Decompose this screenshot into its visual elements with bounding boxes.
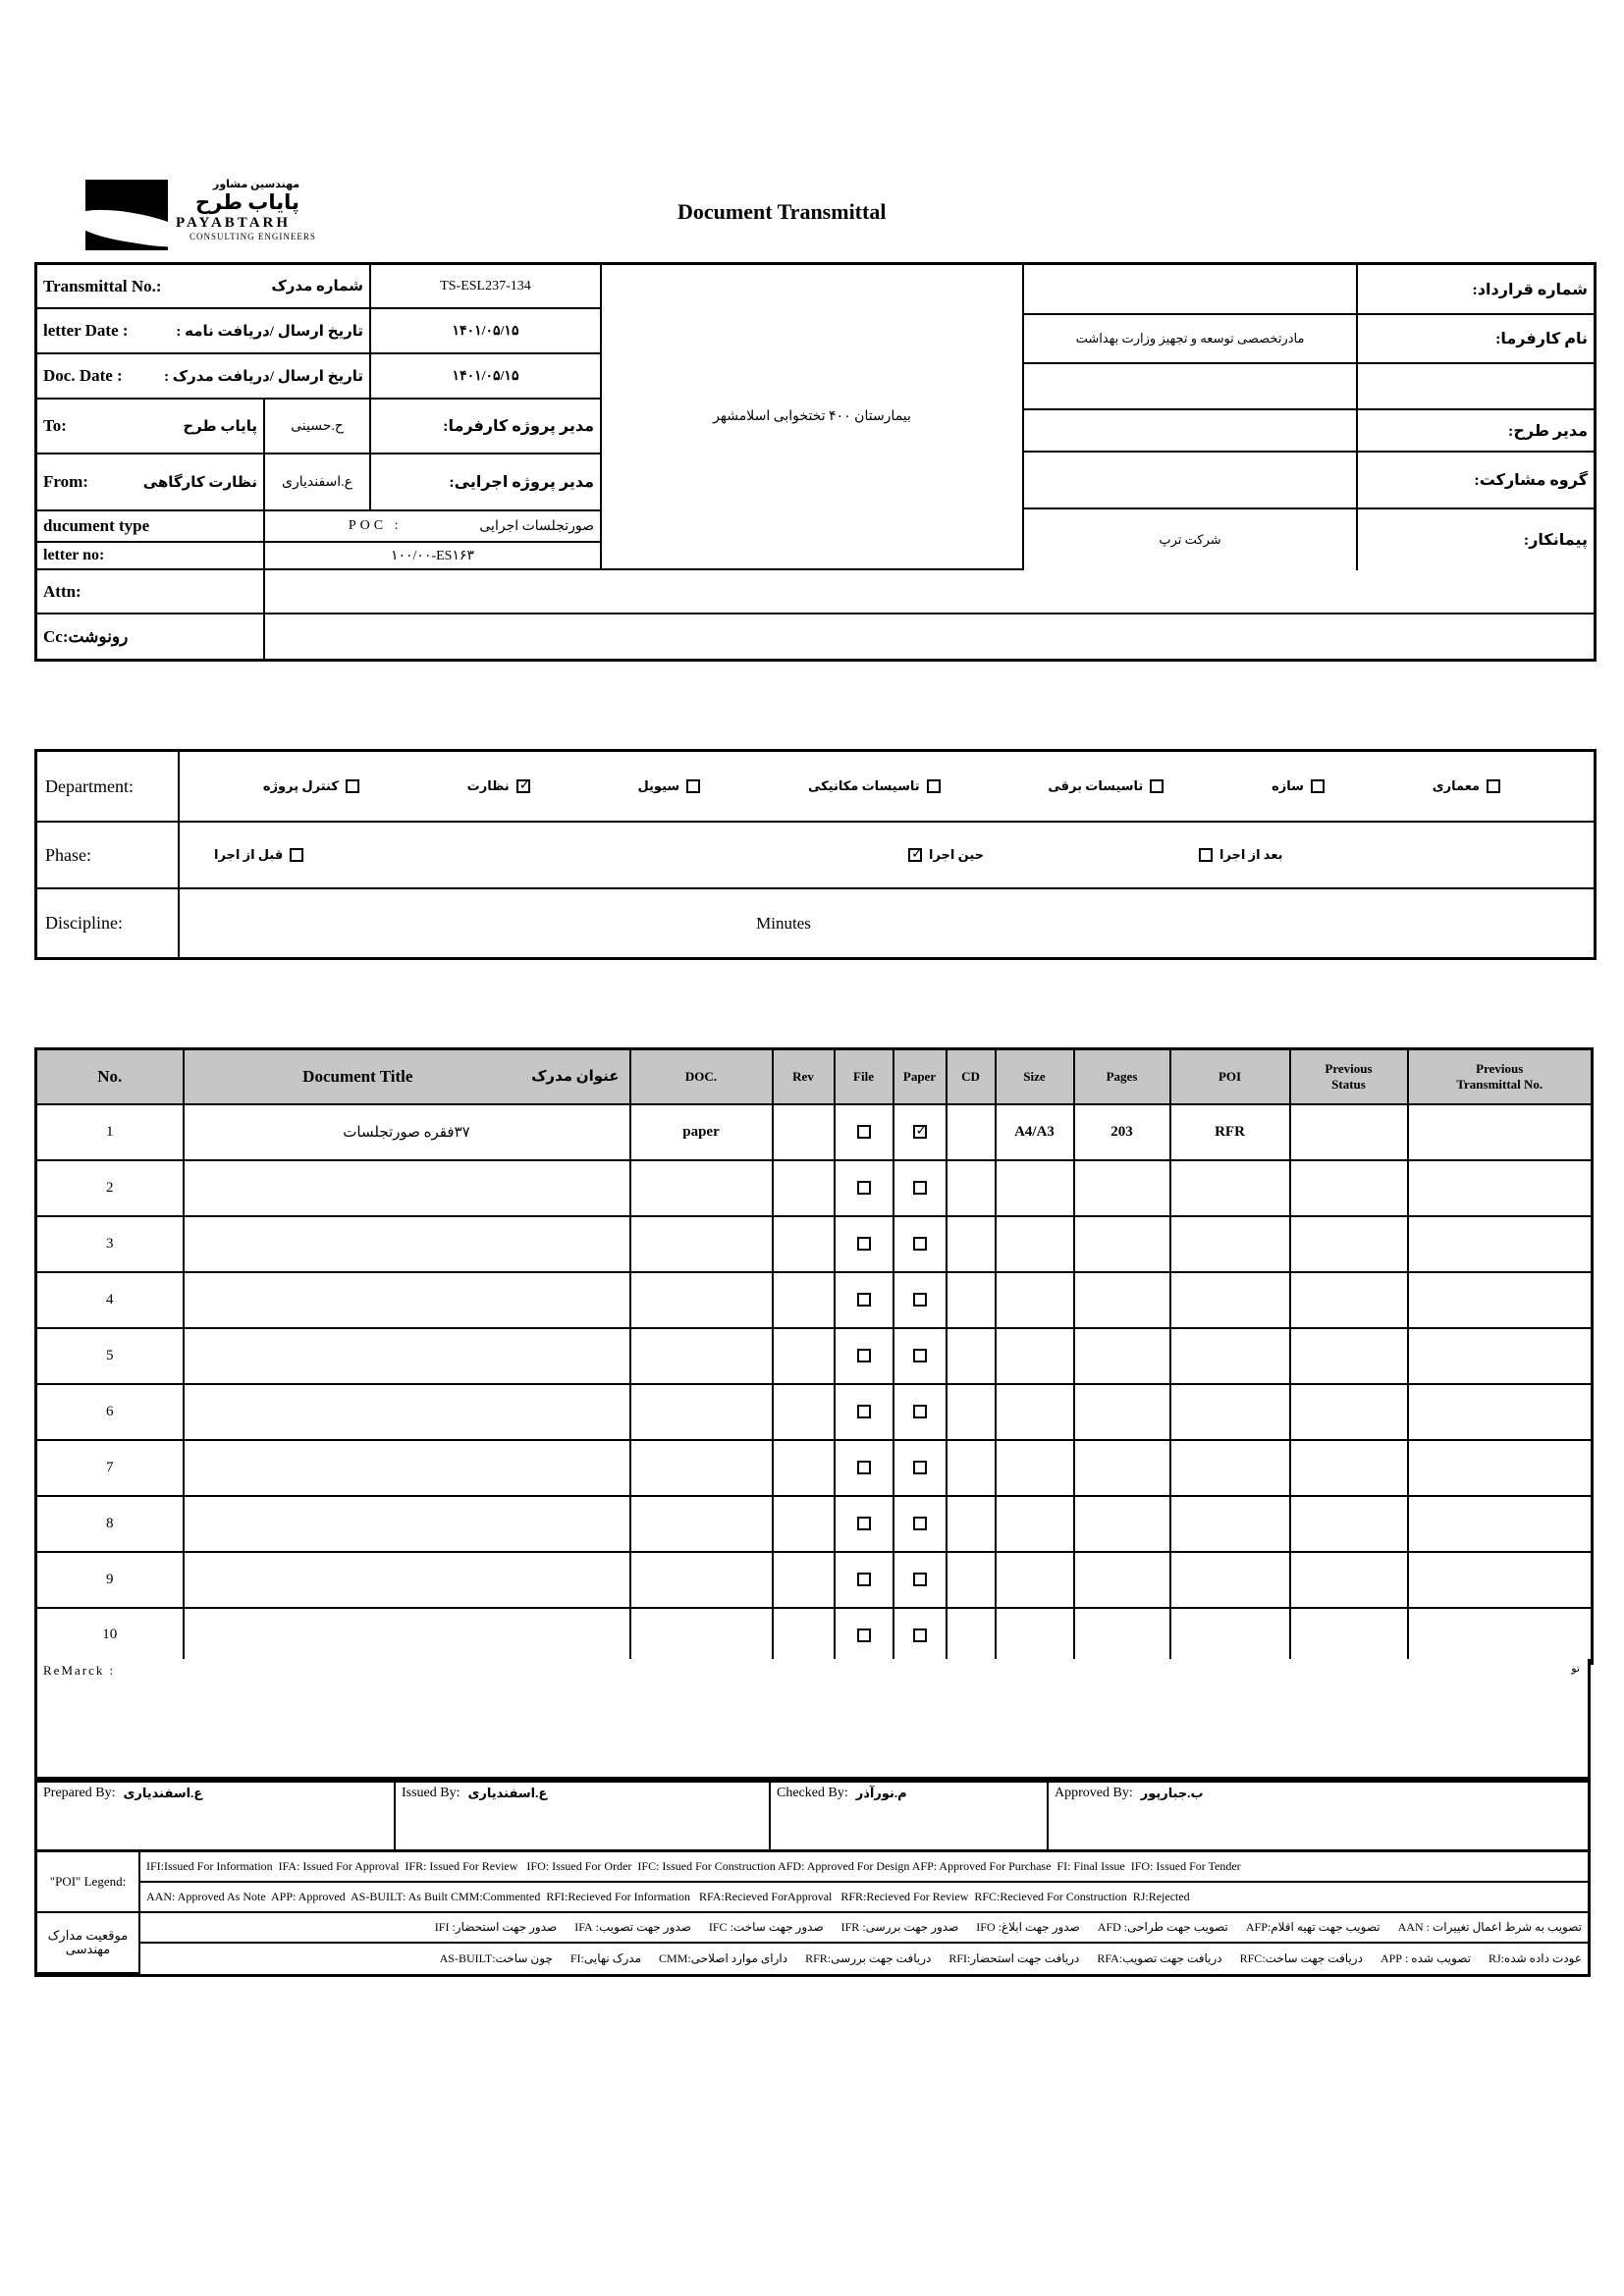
prepared-by-value: ع.اسفندیاری: [123, 1786, 203, 1800]
consortium-label: گروه مشارکت:: [1358, 453, 1594, 509]
dept-checkbox-civil[interactable]: [686, 779, 700, 793]
file-checkbox[interactable]: [857, 1573, 871, 1586]
doc-date-label: Doc. Date : تاریخ ارسال /دریافت مدرک :: [37, 354, 371, 400]
dept-option-supervision: نظارت ✓: [467, 778, 530, 794]
table-row: 5: [36, 1328, 1593, 1384]
contract-no-value: [1024, 265, 1358, 315]
col-rev: Rev: [773, 1049, 835, 1104]
design-manager-value: [1024, 410, 1358, 453]
prepared-by-cell: [37, 1783, 396, 1849]
cc-value: [265, 614, 1594, 659]
documents-table: [34, 1047, 1594, 1665]
table-row: 4: [36, 1272, 1593, 1328]
blank-row-label: [1358, 364, 1594, 410]
paper-checkbox[interactable]: [913, 1573, 927, 1586]
table-row: 7: [36, 1440, 1593, 1496]
col-poi: POI: [1170, 1049, 1290, 1104]
approved-by-label: Approved By:: [1055, 1786, 1133, 1800]
dept-checkbox-electrical[interactable]: [1150, 779, 1164, 793]
discipline-label: Discipline:: [37, 889, 180, 957]
department-options: [180, 752, 1594, 823]
from-person: ع.اسفندیاری: [265, 454, 371, 511]
dept-option-architecture: معماری: [1433, 778, 1500, 794]
col-paper: Paper: [893, 1049, 947, 1104]
issued-by-value: ع.اسفندیاری: [467, 1786, 548, 1800]
logo-fa-tagline: مهندسین مشاور: [213, 179, 300, 190]
transmittal-no-value: TS-ESL237-134: [371, 265, 602, 309]
col-prev-status: Previous Status: [1290, 1049, 1408, 1104]
phase-options: [180, 823, 1594, 889]
table-row: 9: [36, 1552, 1593, 1608]
file-checkbox[interactable]: [857, 1293, 871, 1307]
document-type-label: ducument type: [37, 511, 265, 543]
checked-by-cell: [771, 1783, 1049, 1849]
design-manager-label: مدیر طرح:: [1358, 410, 1594, 453]
dept-checkbox-supervision[interactable]: [516, 779, 530, 793]
dept-checkbox-project-control[interactable]: [346, 779, 359, 793]
attn-label: Attn:: [37, 570, 265, 614]
logo-en-name: PAYABTARH: [176, 214, 292, 231]
col-cd: CD: [947, 1049, 996, 1104]
paper-checkbox[interactable]: [913, 1237, 927, 1251]
dept-option-project-control: کنترل پروژه: [263, 778, 359, 794]
paper-checkbox[interactable]: [913, 1461, 927, 1474]
table-header-row: [36, 1049, 1593, 1104]
attn-value: [265, 570, 1594, 614]
table-row: 10: [36, 1608, 1593, 1664]
paper-checkbox[interactable]: [913, 1629, 927, 1642]
phase-option-after: بعد از اجرا: [1199, 847, 1283, 863]
letter-no-value: ۱۰۰/۰۰-ES۱۶۳: [265, 543, 602, 570]
issued-by-label: Issued By:: [402, 1786, 460, 1800]
poi-legend-fa-line1: تصویب به شرط اعمال تغییرات : AAN تصویب جهت تهیه اقلام:AFP تصویب جهت طراحی: AFD صدور جهت ابلاغ: IFO صدور جهت بررسی: IFR صدور جهت ساخت: IFC صدور جهت تصویب: IFA صدور جهت استحضار: IFI: [140, 1913, 1588, 1944]
paper-checkbox[interactable]: [913, 1181, 927, 1195]
dept-option-electrical: تاسیسات برقی: [1048, 778, 1164, 794]
file-checkbox[interactable]: [857, 1237, 871, 1251]
company-logo: [85, 180, 316, 250]
phase-checkbox-during[interactable]: [908, 848, 922, 862]
file-checkbox[interactable]: [857, 1461, 871, 1474]
table-row: 8: [36, 1496, 1593, 1552]
project-name: بیمارستان ۴۰۰ تختخوابی اسلامشهر: [602, 265, 1024, 570]
table-row: 2: [36, 1160, 1593, 1216]
discipline-value-cell: [180, 889, 1594, 957]
header-right-block: [1024, 265, 1594, 570]
file-checkbox[interactable]: [857, 1629, 871, 1642]
to-role-label: مدیر پروژه کارفرما:: [371, 400, 602, 454]
table-row: 1 ۳۷فقره صورتجلسات paper ✓ A4/A3 203 RFR: [36, 1104, 1593, 1160]
dept-checkbox-mechanical[interactable]: [927, 779, 941, 793]
approved-by-value: ب.جبارپور: [1140, 1786, 1204, 1800]
remark-note: تو: [1571, 1663, 1580, 1675]
remark-label: ReMarck :: [43, 1663, 116, 1678]
consortium-value: [1024, 453, 1358, 509]
from-label: From: نظارت کارگاهی: [37, 454, 265, 511]
table-row: 6: [36, 1384, 1593, 1440]
poi-legend-en-line1: IFI:Issued For Information IFA: Issued For Approval IFR: Issued For Review IFO: Issued For Order IFC: Issued For Construction AFD: Approved For Design AFP: Approved For Purchase FI: Final Issue IFO: Issued For Tender: [140, 1852, 1588, 1883]
from-role-label: مدیر پروژه اجرایی:: [371, 454, 602, 511]
cc-label: Cc:رونوشت: [37, 614, 265, 659]
file-checkbox[interactable]: [857, 1405, 871, 1418]
header-table: [34, 262, 1597, 662]
col-title: Document Title عنوان مدرک: [184, 1049, 630, 1104]
approved-by-cell: [1049, 1783, 1594, 1849]
signature-row: [34, 1780, 1591, 1852]
blank-row-value: [1024, 364, 1358, 410]
phase-checkbox-after[interactable]: [1199, 848, 1213, 862]
letter-no-label: letter no:: [37, 543, 265, 570]
department-label: Department:: [37, 752, 180, 823]
poi-legend-label: "POI" Legend:: [37, 1852, 140, 1913]
transmittal-no-label: Transmittal No.: شماره مدرک: [37, 265, 371, 309]
poi-legend-fa-line2: عودت داده شده:RJ تصویب شده : APP دریافت جهت ساخت:RFC دریافت جهت تصویب:RFA دریافت جهت استحضار:RFI دریافت جهت بررسی:RFR دارای موارد اصلاحی:CMM مدرک نهایی:FI چون ساخت:AS-BUILT: [439, 1951, 1582, 1965]
col-file: File: [835, 1049, 893, 1104]
col-pages: Pages: [1074, 1049, 1170, 1104]
poi-legend-en-line2: AAN: Approved As Note APP: Approved AS-BUILT: As Built CMM:Commented RFI:Recieved For Information RFA:Recieved ForApproval RFR:Recieved For Review RFC:Recieved For Construction RJ:Rejected: [140, 1883, 1588, 1913]
to-label: To: پایاب طرح: [37, 400, 265, 454]
phase-option-during: ✓ حین اجرا: [908, 847, 984, 863]
logo-fa-name: پایاب طرح: [195, 189, 299, 214]
paper-checkbox[interactable]: [913, 1125, 927, 1139]
contractor-label: پیمانکار:: [1523, 532, 1588, 549]
letter-date-label: letter Date : تاریخ ارسال /دریافت نامه :: [37, 309, 371, 354]
doc-date-value: ۱۴۰۱/۰۵/۱۵: [371, 354, 602, 400]
to-person: ح.حسینی: [265, 400, 371, 454]
remark-box: [34, 1659, 1591, 1780]
col-doc: DOC.: [630, 1049, 773, 1104]
col-size: Size: [996, 1049, 1074, 1104]
client-name-label: نام کارفرما:: [1358, 315, 1594, 364]
dept-option-civil: سیویل: [637, 778, 700, 794]
checked-by-label: Checked By:: [777, 1786, 848, 1800]
phase-label: Phase:: [37, 823, 180, 889]
paper-checkbox[interactable]: [913, 1293, 927, 1307]
dept-option-mechanical: تاسیسات مکانیکی: [808, 778, 941, 794]
checked-by-value: م.نورآذر: [855, 1786, 907, 1800]
dept-option-structure: سازه: [1272, 778, 1325, 794]
phase-option-before: قبل از اجرا: [214, 847, 303, 863]
file-checkbox[interactable]: [857, 1181, 871, 1195]
issued-by-cell: [396, 1783, 771, 1849]
col-prev-transmittal: Previous Transmittal No.: [1408, 1049, 1593, 1104]
classification-table: [34, 749, 1597, 960]
letter-date-value: ۱۴۰۱/۰۵/۱۵: [371, 309, 602, 354]
dept-checkbox-structure[interactable]: [1311, 779, 1325, 793]
page-title: Document Transmittal: [677, 199, 887, 224]
document-type-value: POC : صورتجلسات اجرایی: [265, 511, 602, 543]
paper-checkbox[interactable]: [913, 1405, 927, 1418]
dept-checkbox-architecture[interactable]: [1487, 779, 1500, 793]
phase-checkbox-before[interactable]: [290, 848, 303, 862]
logo-en-subtitle: CONSULTING ENGINEERS: [189, 232, 316, 242]
file-checkbox[interactable]: [857, 1125, 871, 1139]
client-name-value: مادرتخصصی توسعه و تجهیز وزارت بهداشت: [1024, 315, 1358, 364]
contract-no-label: شماره قرارداد:: [1358, 265, 1594, 315]
file-checkbox[interactable]: [857, 1349, 871, 1362]
paper-checkbox[interactable]: [913, 1349, 927, 1362]
discipline-value: Minutes: [756, 913, 811, 933]
poi-legend: [34, 1852, 1591, 1977]
logo-swoosh-icon: [85, 180, 168, 250]
poi-legend-fa-label: موقعیت مدارک مهندسی: [37, 1913, 140, 1974]
file-checkbox[interactable]: [857, 1517, 871, 1530]
contractor-value: شرکت ترپ: [1024, 509, 1358, 570]
paper-checkbox[interactable]: [913, 1517, 927, 1530]
col-no: No.: [36, 1049, 184, 1104]
table-row: 3: [36, 1216, 1593, 1272]
prepared-by-label: Prepared By:: [43, 1786, 116, 1800]
